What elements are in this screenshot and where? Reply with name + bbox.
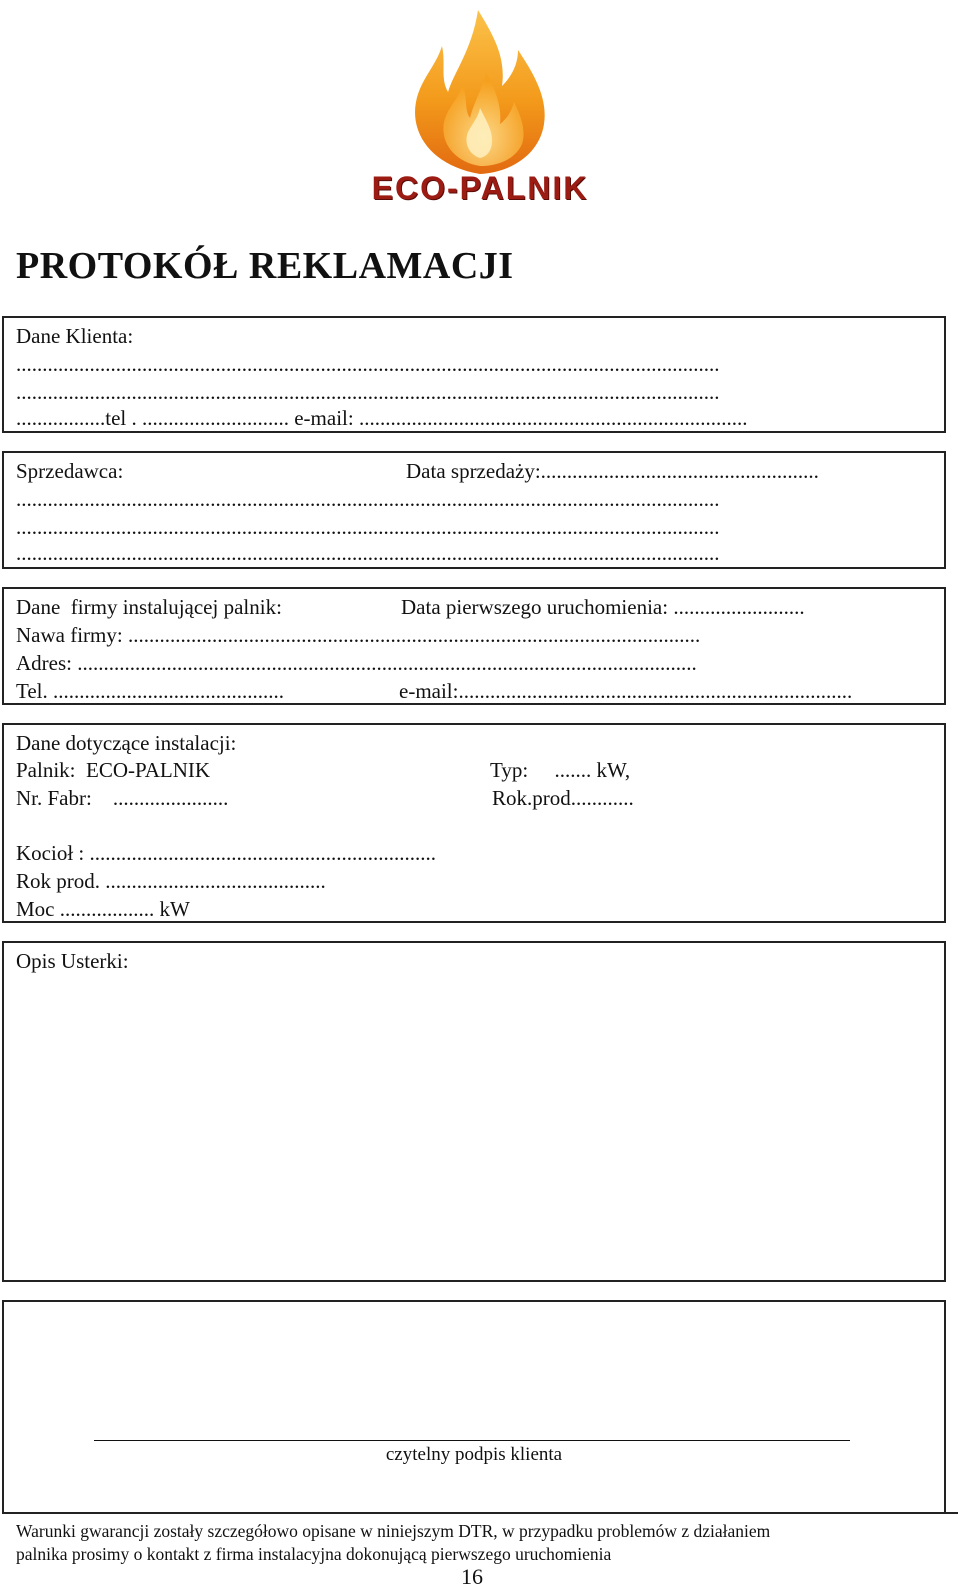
company-name-field[interactable]: Nawa firmy: ............................................................................................................. [16,623,701,647]
signature-label: czytelny podpis klienta [385,1444,563,1465]
production-year-field[interactable]: Rok.prod............ [492,786,634,810]
defect-label: Opis Usterki: [16,949,129,973]
seller-line-1[interactable]: ...................................................................................................................................... [16,487,720,511]
burner-model: Palnik: ECO-PALNIK [16,758,211,782]
flame-icon [402,6,558,176]
logo-text: ECO-PALNIK [371,170,589,206]
company-logo [340,0,620,215]
signature-section [2,1300,946,1514]
client-line-2[interactable]: ...................................................................................................................................... [16,380,720,404]
email-field[interactable]: e-mail:........................................................................... [399,679,853,703]
warranty-note-line-1: Warunki gwarancji zostały szczegółowo opisane w niniejszym DTR, w przypadku problemów z działaniem [16,1521,771,1541]
seller-line-2[interactable]: ...................................................................................................................................... [16,515,720,539]
boiler-power-field[interactable]: Moc .................. kW [16,897,190,921]
client-contact-line[interactable]: .................tel . ............................ e-mail: .......................................................................... [16,406,748,430]
client-section [2,316,946,433]
signature-line[interactable] [94,1440,850,1441]
installer-label: Dane firmy instalującej palnik: [16,595,282,619]
page-number: 16 [461,1564,483,1589]
installation-section [2,723,946,923]
boiler-field[interactable]: Kocioł : .................................................................. [16,841,436,865]
warranty-note-line-2: palnika prosimy o kontakt z firma instalacyjna dokonującą pierwszego uruchomienia [16,1544,612,1564]
seller-label: Sprzedawca: [16,459,124,483]
installer-section [2,587,946,705]
page-title: PROTOKÓŁ REKLAMACJI [16,245,514,287]
client-line-1[interactable]: ...................................................................................................................................... [16,352,720,376]
seller-line-3[interactable]: ...................................................................................................................................... [16,541,720,565]
sale-date-field[interactable]: Data sprzedaży:..................................................... [406,459,819,483]
phone-field[interactable]: Tel. ............................................ [16,679,285,703]
client-label: Dane Klienta: [16,324,134,348]
installation-label: Dane dotyczące instalacji: [16,731,237,755]
serial-number-field[interactable]: Nr. Fabr: ...................... [16,786,229,810]
warranty-note [2,1512,958,1562]
address-field[interactable]: Adres: ...................................................................................................................... [16,651,697,675]
seller-section [2,451,946,569]
first-run-date-field[interactable]: Data pierwszego uruchomienia: ......................... [401,595,805,619]
burner-type-field[interactable]: Typ: ....... kW, [490,758,631,782]
defect-description-section[interactable] [2,941,946,1282]
boiler-year-field[interactable]: Rok prod. .......................................... [16,869,326,893]
